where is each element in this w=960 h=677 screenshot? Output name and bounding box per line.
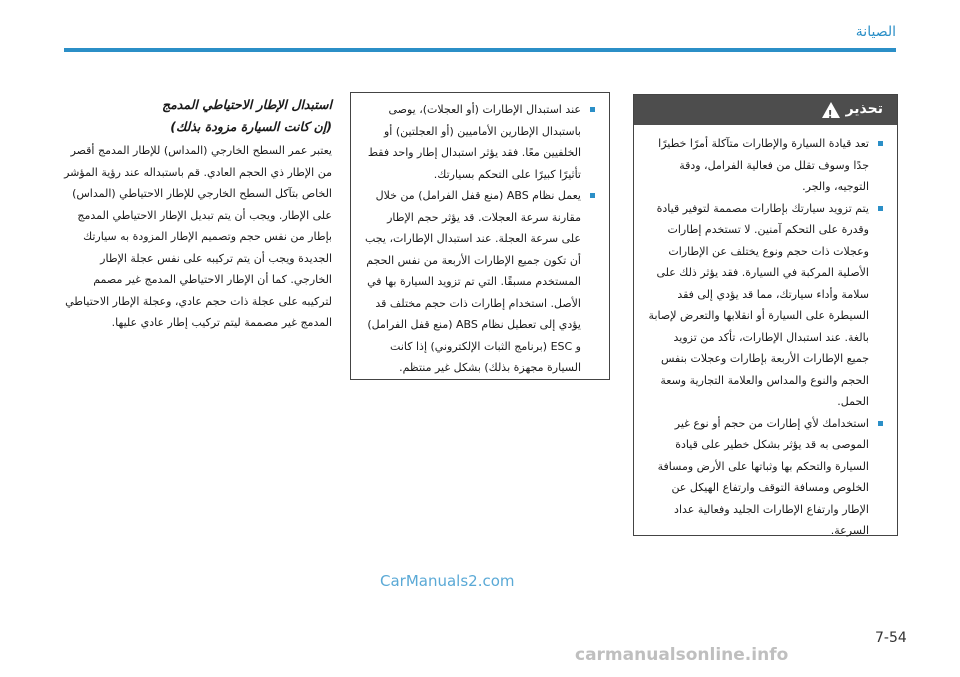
warning-item: يتم تزويد سيارتك بإطارات مصممة لتوفير قيادة وقدرة على التحكم آمنين. لا تستخدم إطارات وعجلات ذات حجم ونوع يختلف عن الإطارات الأصلية المركبة في السيارة. فقد يؤثر ذلك على سلامة وأداء سيارتك، مما قد يؤدي إلى فقد السيطرة على السيارة أو انقلابها والتعرض لإصابة بالغة. عند استبدال الإطارات، تأكد من تزويد جميع الإطارات الأربعة بإطارات وعجلات بنفس الحجم والنوع والمداس والعلامة التجارية وسعة الحمل.: [648, 198, 883, 413]
watermark-small: CarManuals2.com: [380, 572, 515, 590]
section-heading: [64, 94, 332, 138]
warning-item: استخدامك لأي إطارات من حجم أو نوع غير الموصى به قد يؤثر بشكل خطير على قيادة السيارة والتحكم بها وثباتها على الأرض ومسافة الخلوص ومسافة التوقف وارتفاع الهيكل عن الإطار وارتفاع الإطارات الجليد وفعالية عداد السرعة.: [648, 413, 883, 542]
section-title: الصيانة: [855, 24, 896, 40]
watermark-large: carmanualsonline.info: [575, 645, 789, 665]
section-heading-subtitle: (إن كانت السيارة مزودة بذلك): [170, 119, 332, 134]
warning-title: تحذير: [845, 101, 883, 118]
warning-box: [633, 94, 898, 536]
continued-warning-box: [350, 92, 610, 380]
warning-item: عند استبدال الإطارات (أو العجلات)، يوصى باستبدال الإطارين الأماميين (أو العجلتين) أو الخلفيين معًا. فقد يؤثر استبدال إطار واحد فقط تأثيرًا كبيرًا على التحكم بسيارتك.: [365, 99, 595, 185]
compact-spare-section: [64, 94, 332, 334]
continued-warning-list: [351, 93, 609, 387]
section-body: يعتبر عمر السطح الخارجي (المداس) للإطار المدمج أقصر من الإطار ذي الحجم العادي. قم باستبداله عند رؤية المؤشر الخاص بتآكل السطح الخارجي للإطار الاحتياطي (المداس) على الإطار. ويجب أن يتم تبديل الإطار الاحتياطي المدمج بإطار من نفس حجم وتصميم الإطار المزودة به سيارتك الجديدة ويجب أن يتم تركيبه على نفس عجلة الإطار الخارجي. كما أن الإطار الاحتياطي المدمج غير مصمم لتركيبه على عجلة ذات حجم عادي، وعجلة الإطار الاحتياطي المدمج غير مصممة ليتم تركيب إطار عادي عليها.: [64, 144, 332, 329]
warning-item: يعمل نظام ABS (منع قفل الفرامل) من خلال مقارنة سرعة العجلات. قد يؤثر حجم الإطار على سرعة العجلة. عند استبدال الإطارات، يجب أن تكون جميع الإطارات الأربعة من نفس الحجم المستخدم مسبقًا. التي تم تزويد السيارة بها في الأصل. استخدام إطارات ذات حجم مختلف قد يؤدي إلى تعطيل نظام ABS (منع قفل الفرامل) و ESC (برنامج الثبات الإلكتروني) إذا كانت السيارة مجهزة بذلك) بشكل غير منتظم.: [365, 185, 595, 379]
header-rule: [64, 48, 896, 52]
page-number: 7-54: [875, 630, 907, 646]
warning-item: تعد قيادة السيارة والإطارات متآكلة أمرًا خطيرًا جدًا وسوف تقلل من فعالية الفرامل، ودقة التوجيه، والجر.: [648, 133, 883, 198]
warning-list: [634, 125, 897, 550]
warning-triangle-icon: [822, 102, 840, 118]
section-heading-line: استبدال الإطار الاحتياطي المدمج: [162, 97, 332, 112]
warning-header: [634, 95, 897, 125]
